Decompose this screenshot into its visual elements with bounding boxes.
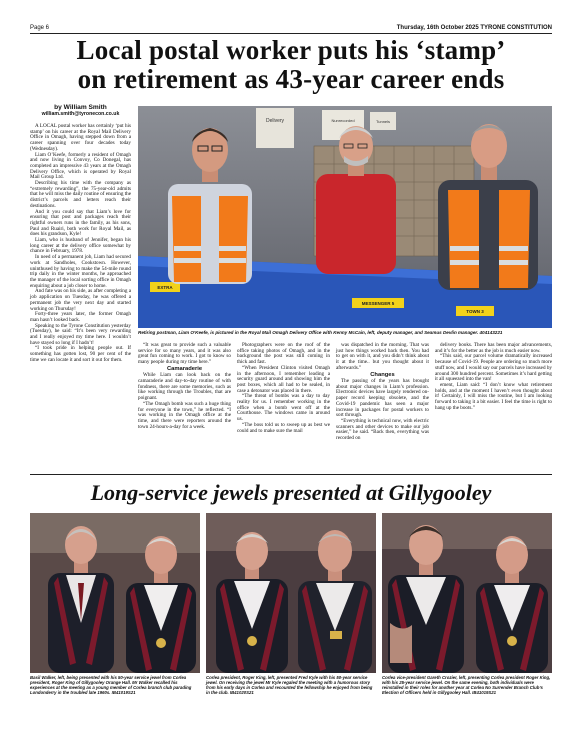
byline-name: by William Smith (54, 104, 107, 111)
headline-line-1: Local postal worker puts his ‘stamp’ (76, 35, 506, 65)
paragraph: ement, Liam said: “I don’t know what retirement holds, and at the moment I haven’t even thought about it! Certainly, I will miss the routine, but I am looking forward to taking it a bit easier. I feel the time is right to hang up the boots.” (435, 381, 552, 411)
paragraph: delivery books. There has been major advancements, and it’s for the better as the job is much easier now. (435, 342, 552, 354)
main-photo (138, 106, 552, 328)
paragraph: “The Omagh bomb was such a huge thing for everyone in the town,” he reflected. “I was working in the Omagh office at the time, and there were reporters around the town 24-hours-a-day for a week. (138, 400, 231, 430)
page-folio (30, 24, 552, 33)
paragraph: was dispatched in the morning. That was just how things worked back then. You had to get on with it, and you didn’t think about it at the time.. but you thought about it afterwards.” (336, 342, 429, 371)
paragraph: The passing of the years has brought about major changes in Liam’s profession. Electronic devices have largely rendered on-paper record keeping obsolete, and the Covid-19 pandemic has seen a major increase in packages for postal workers to sort through. (336, 378, 429, 419)
paragraph: While Liam can look back on the camaraderie and day-to-day routine of with fondness, there are some memories, such as like working through the Troubles, that are poignant. (138, 372, 231, 402)
paragraph: “The boss told us to sweep up as best we could and to make sure the mail (237, 421, 330, 434)
sign-extra: EXTRA (157, 285, 173, 290)
paragraph: “When President Clinton visited Omagh in the afternoon, I remember leading a security guard around and showing him the post boxes, which all had to be sealed, in case a detonator was placed in there. (237, 364, 330, 394)
gillygooley-caption-2: Corlea president, Roger King, left, presented Fred Kyle with his 50-year service jewel. On receiving the jewel Mr Kyle regaled the meeting with a humorous story from his early days in Corlea and recounted the fellowship he enjoyed from being in the club. IB41020S21 (206, 675, 373, 696)
story1-col1 (30, 124, 131, 364)
section-rule (30, 474, 552, 475)
byline-email: william.smith@tyronecon.co.uk (41, 111, 120, 117)
paragraph: And it you could say that Liam’s love for ensuring that post and packages reach their rightful owners runs in the family, as his sons, Paul and Ruairi, both work for Royal Mail, as does his grandson, Kyle! (30, 208, 131, 238)
sign-unrecorded: Nunrecorded (331, 118, 355, 123)
gillygooley-caption-3: Corlea vice-president Gareth Crozier, left, presenting Corlea president Roger King, with his 25-year service jewel. On the same evening, both individuals were reinstalled in their roles for another year at Corlea No Surrender Branch Club’s Election of Officers held in Gillygooley Hall. IB41019S21 (382, 675, 551, 696)
story2-headline: Long-service jewels presented at Gillygooley (90, 480, 492, 505)
top-rule (30, 33, 552, 34)
paragraph: Forty-three years later, the former Omagh man hasn’t looked back. (30, 311, 131, 323)
subhead-changes: Changes (370, 371, 395, 378)
paragraph: “The threat of bombs was a day to day reality for us. I remember working in the office when a bomb went off at the Courthouse. The windows came in around us. (237, 393, 330, 423)
subhead-camaraderie: Camaraderie (166, 366, 203, 372)
paragraph: Speaking to the Tyrone Constitution yesterday (Tuesday), he said: “It’s been very rewarding and I really enjoyed my time here. I wouldn’t have stayed so long if I hadn’t! (30, 322, 131, 346)
page-number: Page 6 (30, 25, 50, 31)
story1-col5 (435, 343, 552, 411)
gillygooley-photo-1 (30, 513, 200, 673)
headline-line-2: on retirement as 43-year career ends (77, 64, 505, 94)
paragraph: Liam O’Keefe, formerly a resident of Omagh and now living in Convoy, Co Donegal, has completed an impressive 43 years at the Omagh Delivery Office, which is operated by Royal Mail Group Ltd. (30, 151, 131, 181)
sign-delivery: Delivery (265, 118, 285, 124)
gillygooley-photo-3 (382, 513, 552, 673)
story1-col2 (138, 343, 231, 430)
sign-messenger: MESSENGER 5 (361, 301, 395, 306)
story1-col4 (336, 343, 429, 442)
gillygooley-caption-1: Basil Walker, left, being presented with his 50-year service jewel from Corlea president, Roger King of Gillygooley Orange Hall. Mr Walker recalled his experiences at the meeting as a young member of Corlea branch club parading Londonderry in the troubled late 1960s. IB41019S21 (30, 675, 192, 696)
paragraph: Photographers were on the roof of the office taking photos of Omagh, and in the background the post was still coming in thick and fast. (237, 342, 330, 366)
paragraph: In need of a permanent job, Liam had secured work at Sandholes, Cookstown. However, uninthused by having to make the 54-mile round trip daily in the winter months, he approached the manager of the local sorting office in Omagh enquiring about a job closer to home. (30, 254, 131, 289)
paragraph: “Everything is technical now, with electric scanners and other devices to make our job easier,” he said. “Back then, everything was recorded on (336, 417, 429, 442)
story1-headline (30, 36, 552, 94)
paragraph: “It was great to provide such a valuable service for so many years, and it was also great fun coming to work. I got to know so many people during my time here.” (138, 342, 231, 366)
paragraph: And fate was on his side, as after completing a job application on Tuesday, he was offered a permanent job the very next day and started working on Thursday! (30, 288, 131, 312)
paragraph: Liam, who is husband of Jennifer, began his long career at the delivery office somewhat by chance in February, 1978. (30, 237, 131, 255)
issue-date: Thursday, 16th October 2025 TYRONE CONSTITUTION (396, 25, 552, 31)
story1-col3 (237, 343, 330, 434)
paragraph: A LOCAL postal worker has certainly ‘put his stamp’ on his career at the Royal Mail Delivery Office in Omagh, having stepped down from a career spanning over four decades today (Wednesday). (30, 123, 131, 152)
paragraph: “This said, our parcel volume dramatically increased because of Covid-19. People are ordering so much more stuff now, and I would say our parcels have increased by around 300 hundred percent. Sometimes it’s hard getting it all squeezed into the van! (435, 353, 552, 383)
paragraph: “I took pride in helping people out. If something has gotten lost, 90 per cent of the time we can locate it and sort it out for them. (30, 345, 131, 363)
byline (30, 104, 131, 118)
main-photo-caption: Retiring postman, Liam O’Keefe, is pictured in the Royal Mail Omagh Delivery Office with Kenny McCain, left, deputy manager, and Seamus Devlin manager. 404143221 (138, 330, 503, 335)
paragraph: Describing his time with the company as “extremely rewarding”, the 75-year-old admits that he will miss the daily routine of ensuring the district’s parcels and letters reach their destinations. (30, 180, 131, 209)
sign-town: TOWN 3 (466, 309, 484, 314)
gillygooley-photo-2 (206, 513, 376, 673)
sign-tunnels: Tunnels (375, 119, 391, 124)
